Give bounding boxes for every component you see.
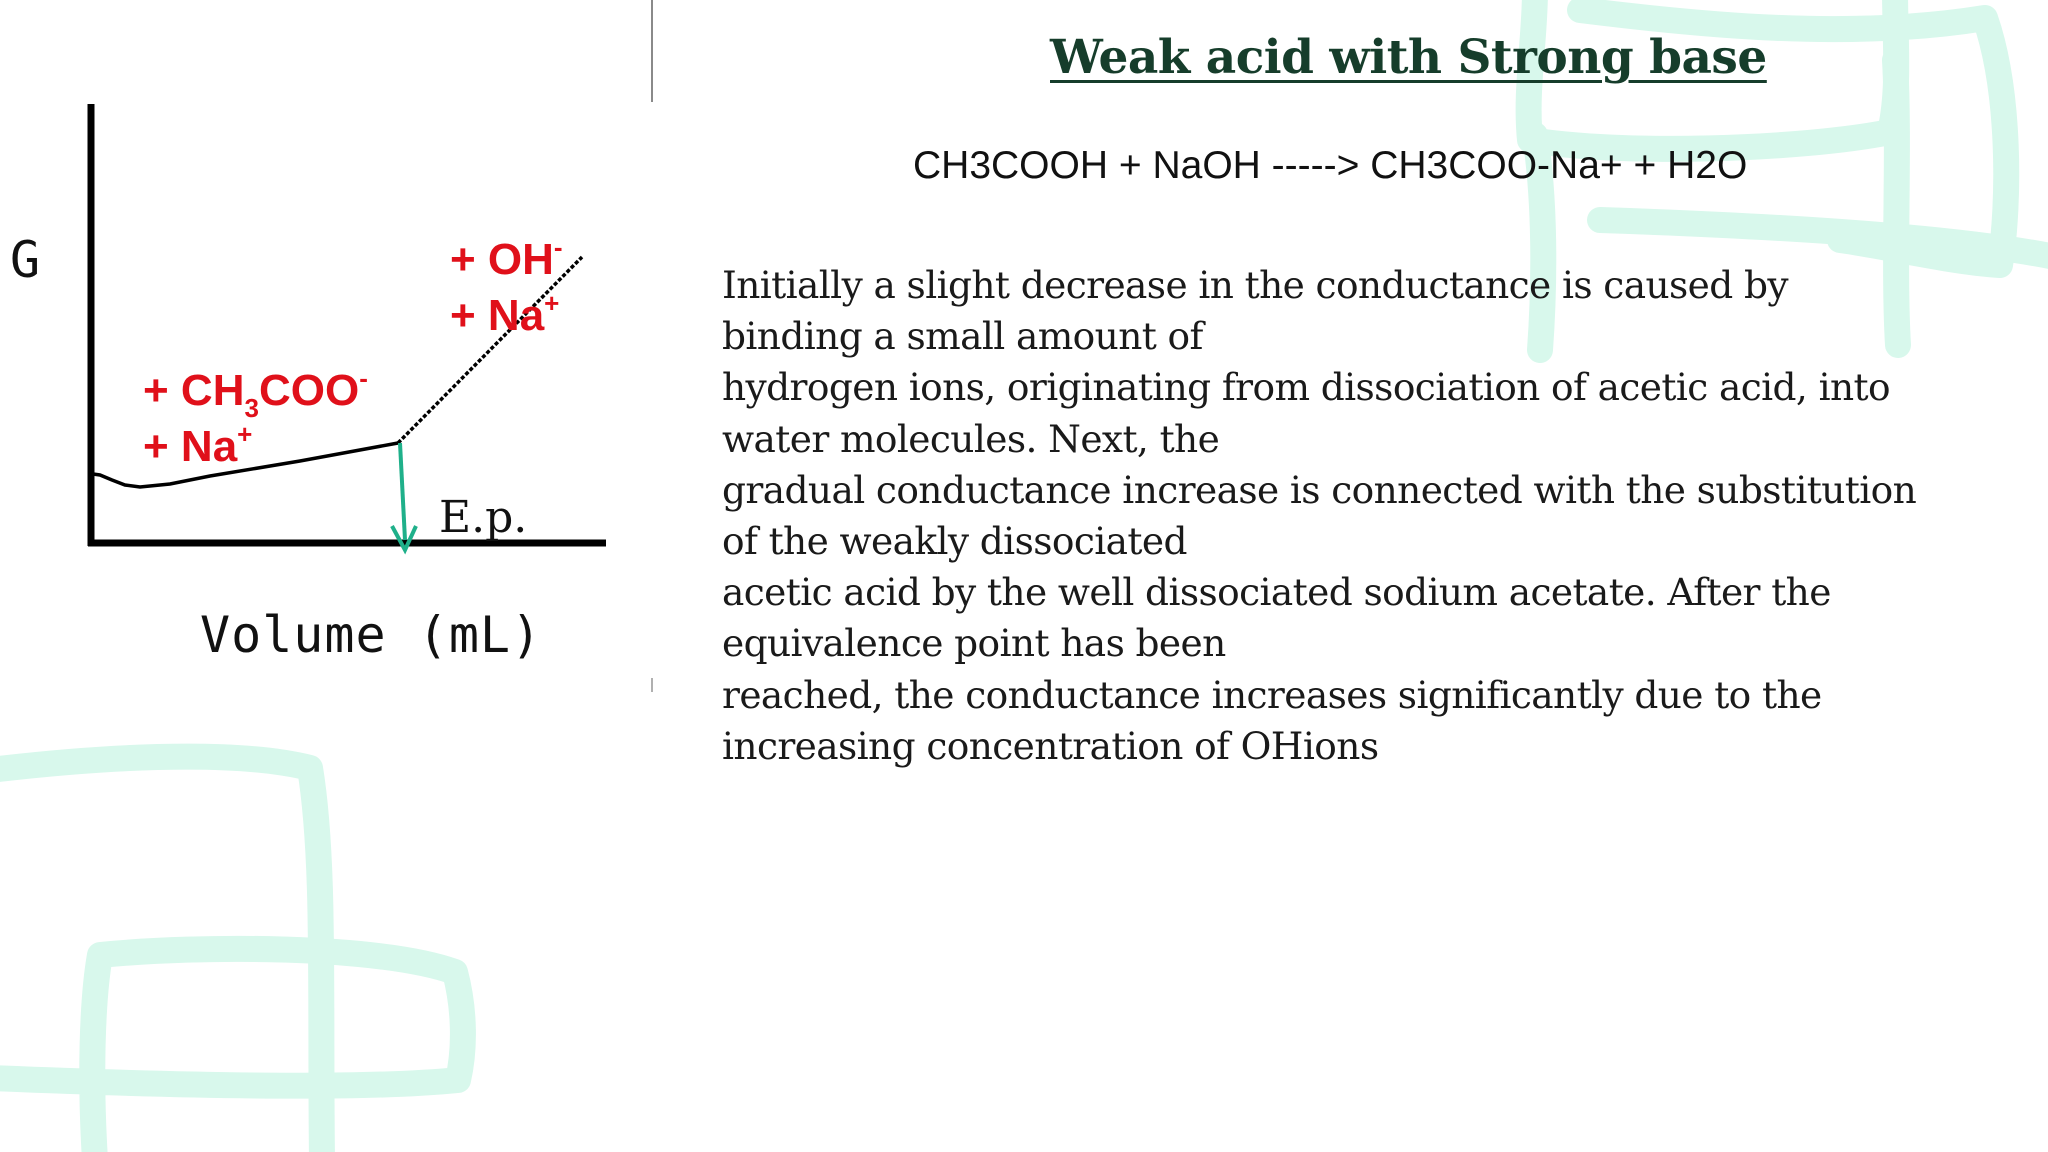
paragraph-line: of the weakly dissociated — [722, 519, 1187, 564]
y-axis-label: G — [10, 231, 41, 289]
reaction-equation: CH3COOH + NaOH -----> CH3COO-Na+ + H2O — [913, 144, 1748, 187]
paragraph-line: hydrogen ions, originating from dissociation of acetic acid, into — [722, 365, 1890, 410]
conductometric-titration-graph — [0, 0, 655, 690]
paragraph-line: acetic acid by the well dissociated sodium acetate. After the — [722, 570, 1831, 615]
deco-shape-bottom-2 — [0, 949, 463, 1152]
deco-shape-bottom-1 — [0, 757, 322, 1152]
paragraph-line: water molecules. Next, the — [722, 416, 1220, 461]
endpoint-label: E.p. — [439, 492, 528, 543]
curve-after-endpoint — [398, 257, 582, 443]
paragraph-line: gradual conductance increase is connected with the substitution — [722, 467, 1917, 512]
ion-label-acetate: + $CH_3COO^-$ — [143, 363, 368, 423]
paragraph-line: equivalence point has been — [722, 621, 1226, 666]
endpoint-arrow — [400, 443, 405, 540]
slide-title: Weak acid with Strong base — [1050, 30, 1767, 85]
x-axis-label: Volume (mL) — [200, 606, 543, 664]
deco-shape-top-5 — [1600, 220, 2048, 258]
paragraph-line: Initially a slight decrease in the conductance is caused by — [722, 263, 1788, 307]
panel-divider — [651, 0, 653, 102]
explanation-paragraph — [722, 260, 2022, 772]
panel-divider-tick — [651, 678, 653, 692]
paragraph-line: binding a small amount of — [722, 314, 1203, 359]
ion-label-sodium-1: + Na+ — [143, 419, 253, 471]
ion-label-hydroxide: + OH- — [450, 232, 563, 284]
curve-before-endpoint — [93, 443, 398, 487]
ion-label-sodium-2: + Na+ — [450, 288, 560, 340]
paragraph-line: reached, the conductance increases significantly due to the — [722, 672, 1822, 717]
paragraph-line: increasing concentration of OHions — [722, 723, 1379, 768]
